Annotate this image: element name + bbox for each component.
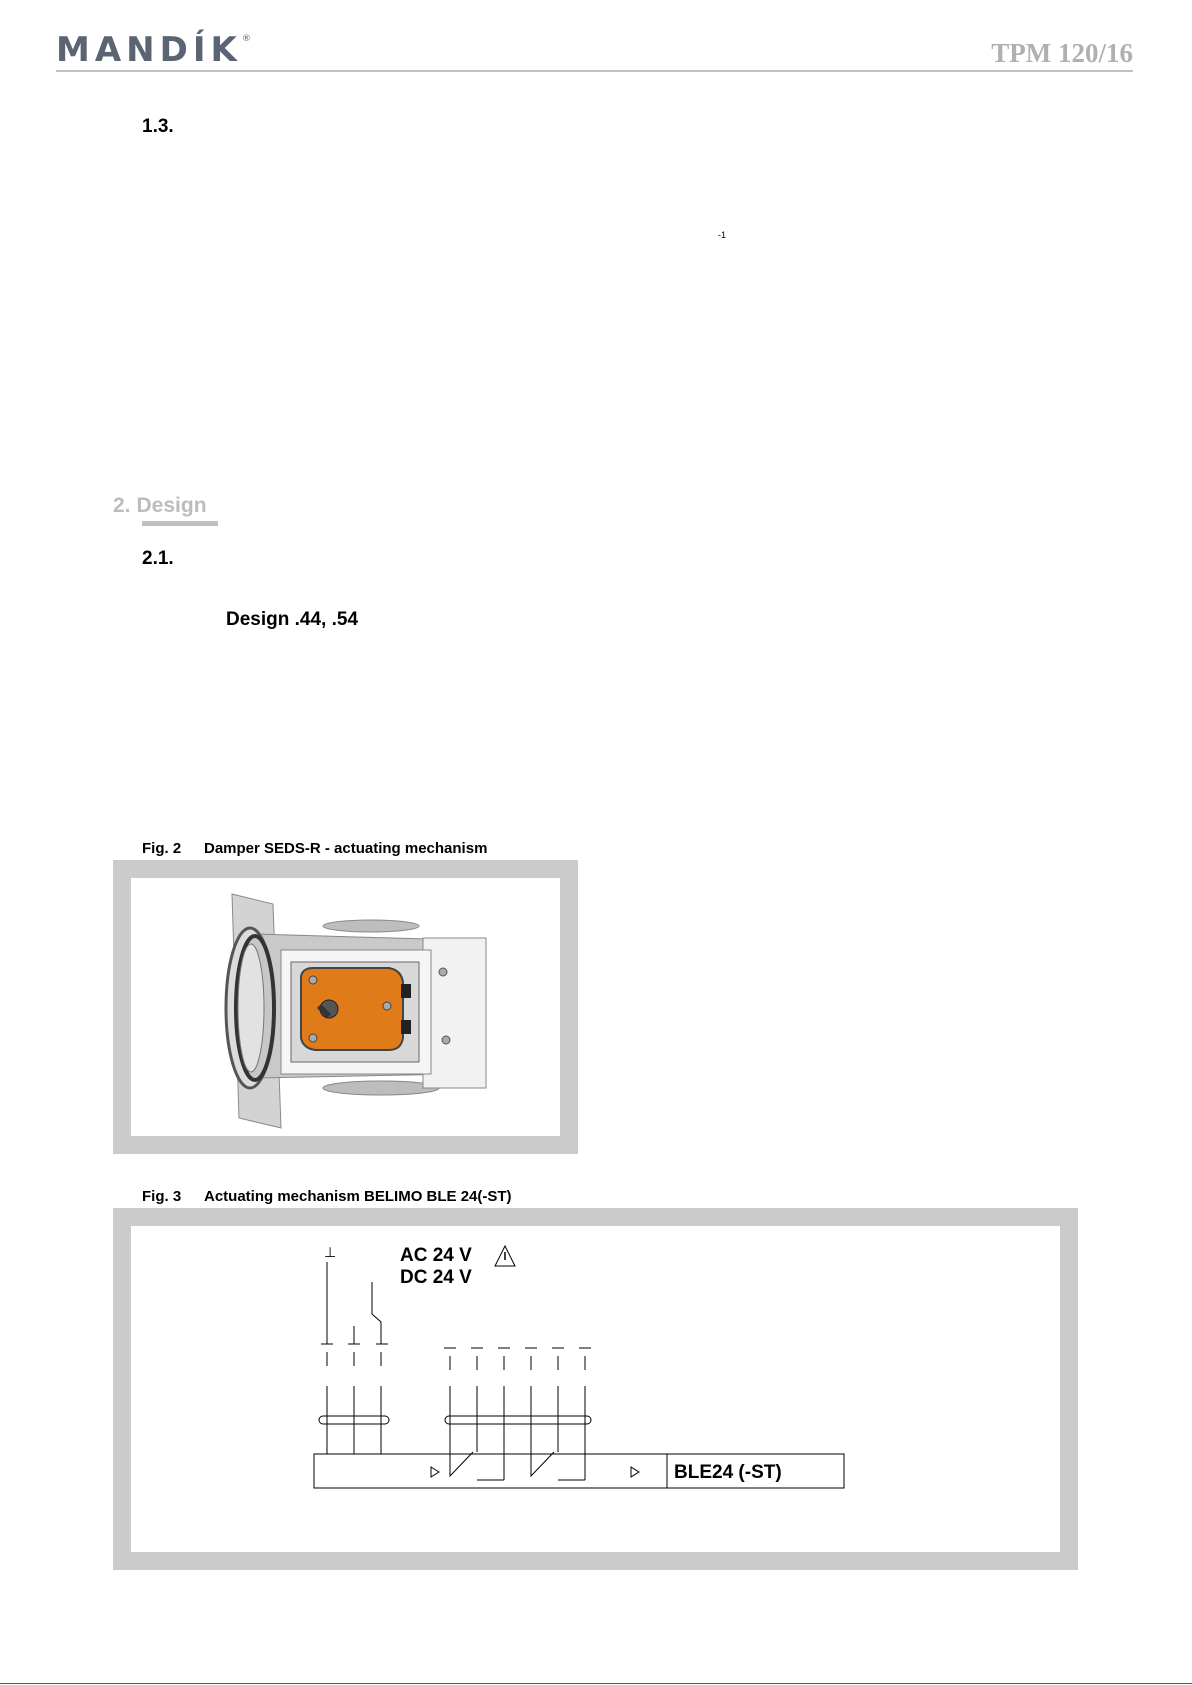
damper-opening [238,944,264,1072]
chapter-title: Design [136,494,207,517]
fig2-caption [142,840,487,857]
supply-wires [319,1262,389,1454]
bracket-screw-bottom [442,1036,450,1044]
device-label: BLE24 (-ST) [674,1462,782,1483]
section-2-1-number: 2.1. [142,548,174,569]
registered-mark: ® [241,34,251,44]
supply-dc-label: DC 24 V [400,1267,472,1288]
chapter-heading-design [113,494,207,518]
section-1-3-number: 1.3. [142,116,174,137]
cable-gland-bottom [401,1020,411,1034]
ground-symbol: ⊥ [324,1244,337,1260]
fig3-label: Fig. 3 [142,1188,182,1205]
actuator-screw-2 [309,1034,317,1042]
supply-ac-label: AC 24 V [400,1245,472,1266]
fig2-canvas [131,878,560,1136]
fig2-label: Fig. 2 [142,840,182,857]
bracket-screw-top [439,968,447,976]
actuator-screw-1 [309,976,317,984]
page-bottom-rule [0,1683,1192,1684]
design-subheading: Design .44, .54 [226,609,359,630]
document-code: TPM 120/16 [991,38,1133,68]
logo-text: MANDÍK [56,30,242,70]
fig3-frame [113,1208,1078,1570]
fig3-canvas [131,1226,1060,1552]
chapter-underline [142,521,218,526]
chapter-number: 2. [113,494,131,517]
fig2-frame [113,860,578,1154]
warning-icon [495,1246,515,1266]
cable-gland-top [401,984,411,998]
mandik-logo [56,30,251,70]
actuator-screw-3 [383,1002,391,1010]
header-divider [56,70,1133,72]
duct-collar-bottom [323,1081,439,1095]
fig2-title: Damper SEDS-R - actuating mechanism [204,840,488,857]
fig3-title: Actuating mechanism BELIMO BLE 24(-ST) [204,1188,512,1205]
stray-mark: -1 [718,230,727,240]
fig3-caption [142,1188,512,1205]
motor-symbol-left [431,1467,439,1477]
damper-illustration [131,878,560,1136]
mounting-bracket [423,938,486,1088]
wiring-diagram [131,1226,1060,1552]
motor-symbol-right [631,1467,639,1477]
duct-collar-top [323,920,419,932]
aux-switch-wires [444,1348,591,1480]
